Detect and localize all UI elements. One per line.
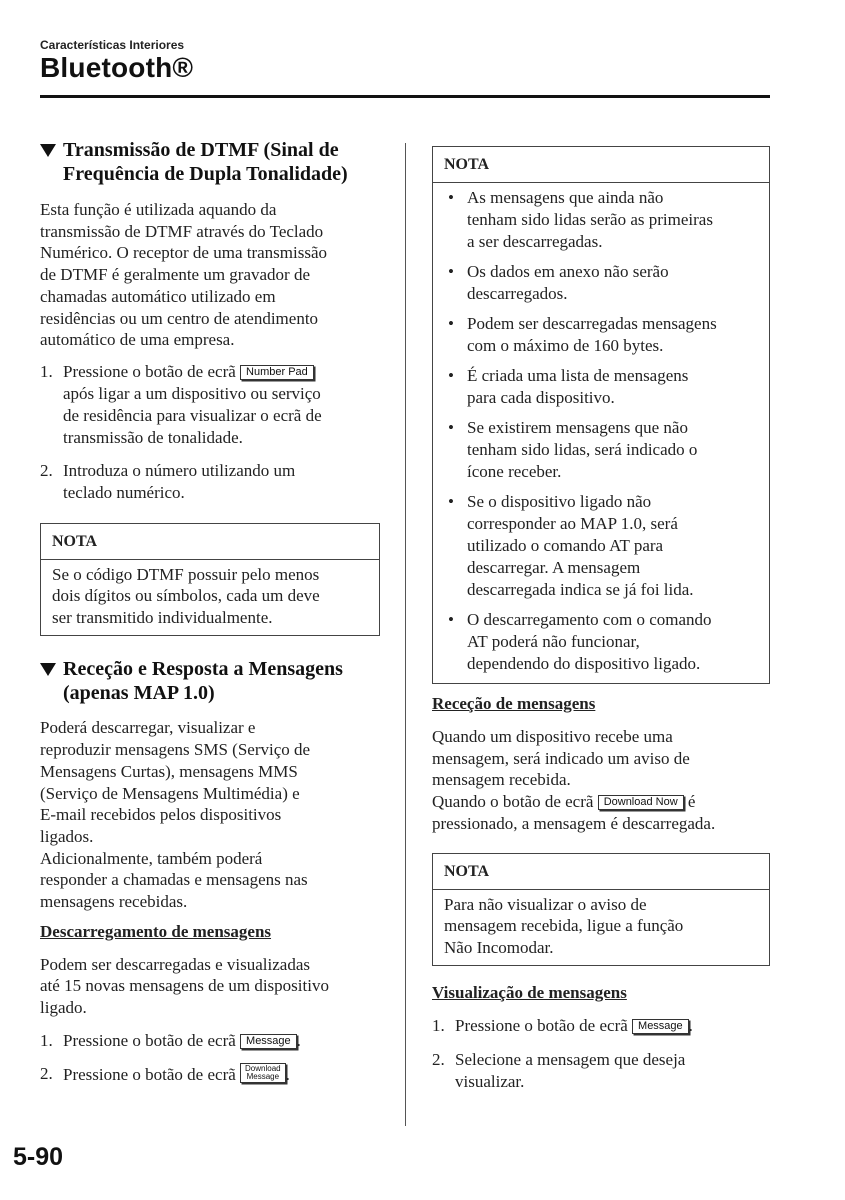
text-line: mensagem, será indicado um aviso de [432, 748, 690, 768]
step-text: teclado numérico. [63, 482, 185, 502]
dtmf-steps [40, 361, 380, 504]
text-line: automático de uma empresa. [40, 330, 235, 350]
download-subheading: Descarregamento de mensagens [40, 921, 272, 941]
step-text: transmissão de tonalidade. [63, 427, 243, 447]
step-text: . [285, 1064, 290, 1084]
step-number: 1. [40, 361, 53, 381]
step-number: 2. [40, 460, 53, 480]
column-divider [405, 143, 406, 1126]
text-line: Quando um dispositivo recebe uma [432, 727, 673, 746]
download-message-button[interactable] [240, 1063, 286, 1083]
dtmf-intro [40, 199, 380, 351]
step-text: visualizar. [455, 1072, 525, 1092]
dtmf-step-1 [40, 361, 380, 449]
text-line: E-mail recebidos pelos dispositivos [40, 805, 282, 825]
step-text: . [296, 1030, 301, 1050]
text-line: utilizado o comando AT para [467, 536, 664, 555]
note-title: NOTA [433, 147, 769, 183]
text-line: ligado. [40, 998, 87, 1018]
text-line: Os dados em anexo não serão [467, 262, 669, 281]
text-line: Se o código DTMF possuir pelo menos [52, 564, 320, 584]
text-line: É criada uma lista de mensagens [467, 366, 689, 385]
text-line: dois dígitos ou símbolos, cada um deve [52, 586, 320, 606]
button-label: Download [245, 1063, 281, 1073]
note-item [444, 187, 759, 253]
dtmf-heading-line-1: Transmissão de DTMF (Sinal de [63, 139, 339, 161]
step-text: . [688, 1016, 693, 1036]
text-line: ícone receber. [467, 462, 562, 481]
step-text: após ligar a um dispositivo ou serviço [63, 383, 321, 403]
triangle-bullet-icon [40, 144, 56, 157]
text-line: Podem ser descarregadas e visualizadas [40, 954, 310, 974]
dtmf-step-2 [40, 460, 380, 504]
text-line: tenham sido lidas serão as primeiras [467, 210, 713, 229]
view-step-2 [432, 1049, 770, 1093]
text-line: de DTMF é geralmente um gravador de [40, 265, 311, 285]
text-line: Mensagens Curtas), mensagens MMS [40, 761, 298, 781]
messages-heading-line-2: (apenas MAP 1.0) [63, 682, 215, 705]
text-line: residências ou um centro de atendimento [40, 308, 319, 328]
right-column [432, 146, 770, 1093]
text-line: corresponder ao MAP 1.0, será [467, 514, 678, 533]
step-number: 1. [40, 1030, 53, 1050]
page-title: Bluetooth® [40, 52, 194, 83]
view-subheading: Visualização de mensagens [432, 983, 627, 1003]
note-title: NOTA [433, 854, 769, 890]
bullet-icon: • [448, 188, 454, 207]
page-number: 5-90 [13, 1143, 64, 1171]
text-line: Poderá descarregar, visualizar e [40, 718, 256, 738]
text-line: descarregada indica se já foi lida. [467, 580, 694, 599]
triangle-bullet-icon [40, 663, 56, 676]
bullet-icon: • [448, 262, 454, 281]
text-line: chamadas automático utilizado em [40, 286, 276, 306]
text-line: Adicionalmente, também poderá [40, 848, 263, 868]
step-text: Pressione o botão de ecrã [63, 1030, 241, 1050]
text-line: Se o dispositivo ligado não [467, 492, 652, 511]
message-button[interactable]: Message [240, 1034, 297, 1049]
messages-heading-line-1: Receção e Resposta a Mensagens [63, 658, 343, 681]
reception-subheading: Receção de mensagens [432, 694, 596, 713]
bullet-icon: • [448, 418, 454, 437]
text-line: com o máximo de 160 bytes. [467, 336, 664, 355]
message-button[interactable]: Message [632, 1019, 689, 1034]
step-number: 2. [432, 1050, 445, 1070]
note-item [444, 609, 759, 675]
text-line: tenham sido lidas, será indicado o [467, 440, 698, 459]
reception-text [432, 726, 770, 835]
text-line: mensagens recebidas. [40, 892, 188, 912]
view-steps [432, 1015, 770, 1093]
step-number: 2. [40, 1063, 53, 1083]
text-line: dependendo do dispositivo ligado. [467, 654, 701, 673]
text-line: Para não visualizar o aviso de [444, 894, 647, 914]
text-line: para cada dispositivo. [467, 388, 615, 407]
text-line: Quando o botão de ecrã [432, 792, 598, 812]
bullet-icon: • [448, 314, 454, 333]
text-line: ser transmitido individualmente. [52, 607, 273, 627]
text-line: descarregados. [467, 284, 568, 303]
header-rule [40, 95, 770, 98]
text-line: AT poderá não funcionar, [467, 632, 640, 651]
step-text: Selecione a mensagem que deseja [455, 1050, 686, 1070]
bullet-icon: • [448, 610, 454, 629]
text-line: As mensagens que ainda não [467, 188, 664, 207]
note-body [41, 560, 379, 636]
note-item [444, 491, 759, 601]
do-not-disturb-note-box [432, 853, 770, 967]
step-text: Introduza o número utilizando um [63, 460, 296, 480]
download-text [40, 954, 380, 1019]
note-title: NOTA [41, 524, 379, 560]
bullet-icon: • [448, 492, 454, 511]
text-line: pressionado, a mensagem é descarregada. [432, 813, 716, 833]
left-column [40, 138, 380, 1086]
text-line: ligados. [40, 826, 94, 846]
messages-heading [40, 657, 380, 705]
text-line: mensagem recebida, ligue a função [444, 916, 684, 936]
text-line: O descarregamento com o comando [467, 610, 712, 629]
text-line: a ser descarregadas. [467, 232, 603, 251]
section-label: Características Interiores [40, 38, 185, 52]
note-body [433, 890, 769, 966]
step-text: Pressione o botão de ecrã [455, 1016, 633, 1036]
text-line: mensagem recebida. [432, 770, 571, 790]
step-text: de residência para visualizar o ecrã de [63, 405, 322, 425]
text-line: Podem ser descarregadas mensagens [467, 314, 717, 333]
text-line: até 15 novas mensagens de um dispositivo [40, 976, 329, 996]
step-text: Pressione o botão de ecrã [63, 361, 241, 381]
dtmf-note-box [40, 523, 380, 637]
button-label: Message [246, 1071, 280, 1081]
message-note-box [432, 146, 770, 684]
text-line: Esta função é utilizada aquando da [40, 200, 277, 219]
number-pad-button[interactable]: Number Pad [240, 365, 314, 380]
download-step-1 [40, 1030, 380, 1052]
text-line: Não Incomodar. [444, 937, 554, 957]
download-steps [40, 1030, 380, 1086]
note-item [444, 261, 759, 305]
text-line: transmissão de DTMF através do Teclado [40, 221, 324, 241]
text-line: (Serviço de Mensagens Multimédia) e [40, 783, 300, 803]
dtmf-heading-line-2: Frequência de Dupla Tonalidade) [63, 163, 348, 185]
note-item [444, 365, 759, 409]
text-line: Numérico. O receptor de uma transmissão [40, 243, 328, 263]
text-line: descarregar. A mensagem [467, 558, 641, 577]
step-text: Pressione o botão de ecrã [63, 1064, 241, 1084]
step-number: 1. [432, 1016, 445, 1036]
text-line: é [683, 792, 696, 812]
download-step-2 [40, 1063, 380, 1086]
note-item [444, 417, 759, 483]
text-line: Se existirem mensagens que não [467, 418, 688, 437]
dtmf-heading [40, 138, 380, 186]
download-now-button[interactable]: Download Now [598, 795, 684, 810]
view-step-1 [432, 1015, 770, 1037]
text-line: reproduzir mensagens SMS (Serviço de [40, 740, 311, 760]
text-line: responder a chamadas e mensagens nas [40, 870, 308, 890]
messages-intro [40, 717, 380, 912]
bullet-icon: • [448, 366, 454, 385]
note-item [444, 313, 759, 357]
note-list [433, 183, 769, 683]
